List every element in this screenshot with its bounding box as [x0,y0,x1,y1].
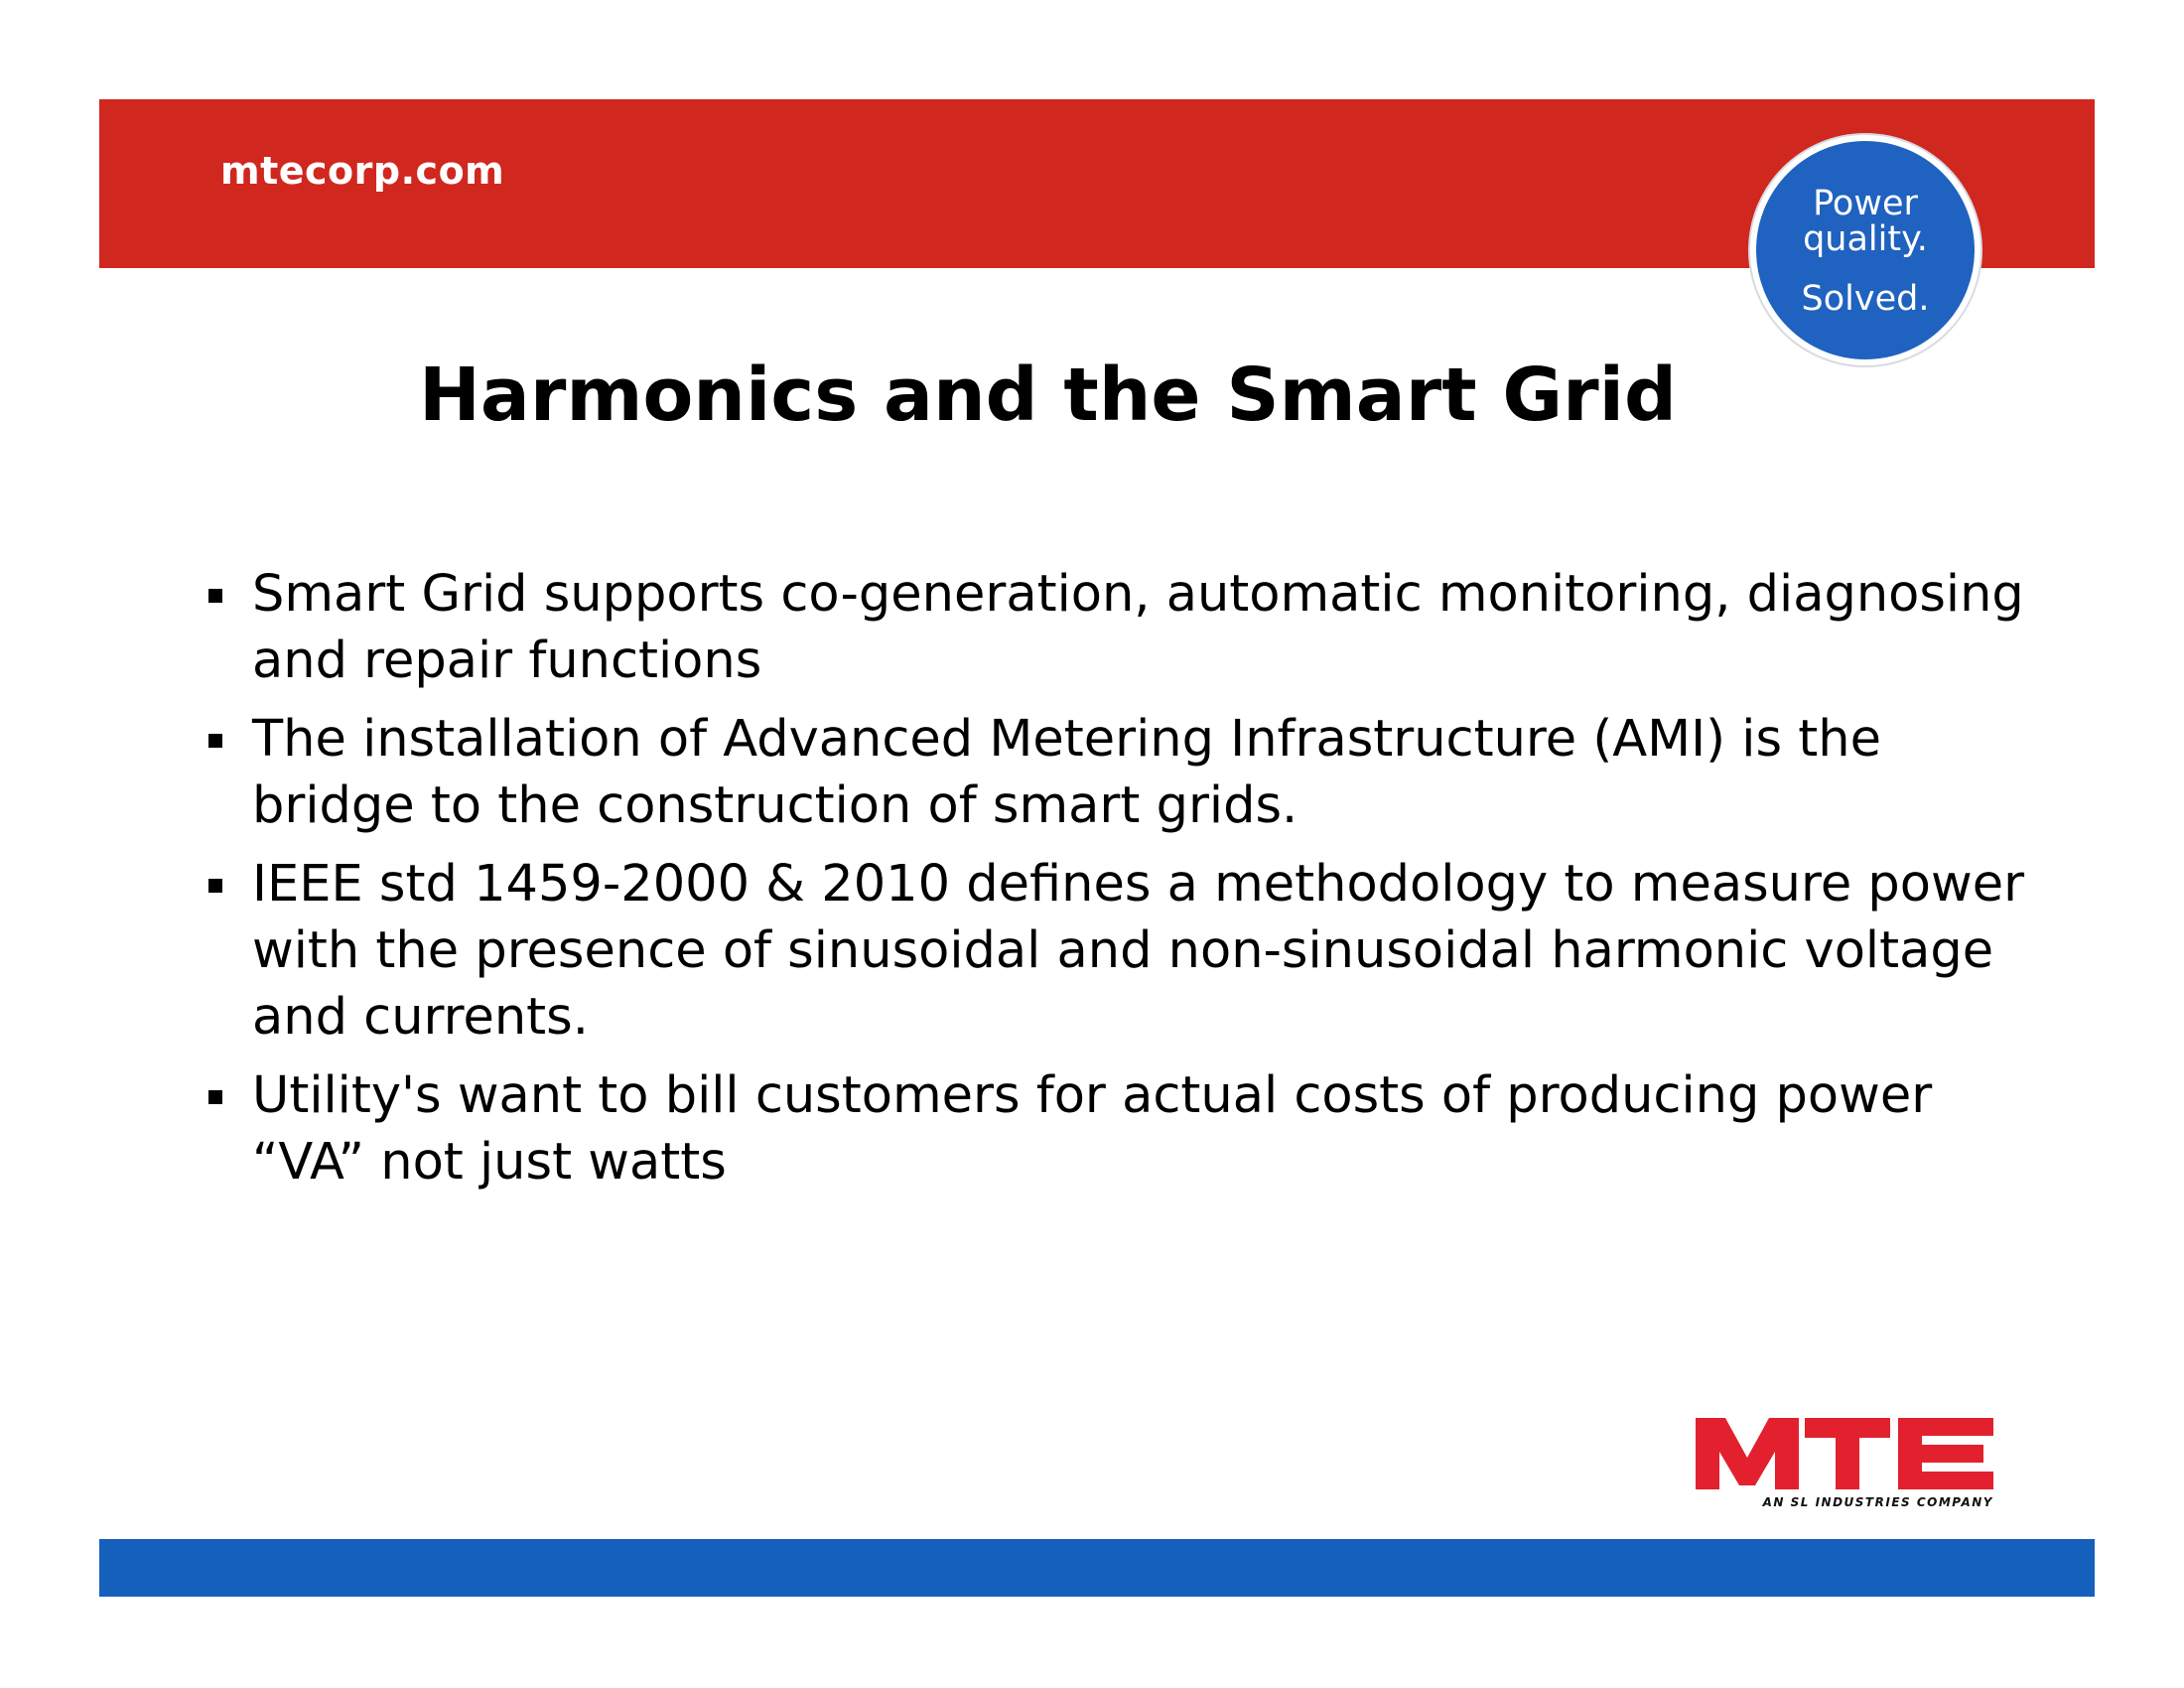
slide-title: Harmonics and the Smart Grid [419,352,1677,438]
mte-logo-mark [1696,1414,1993,1489]
bullet-square-icon [208,589,222,603]
footer-blue-band [99,1539,2095,1597]
bullet-text: Utility's want to bill customers for actual costs of producing power “VA” not just watts [252,1066,1933,1192]
bullet-text: IEEE std 1459-2000 & 2010 defines a methodology to measure power with the presence of sinusoidal and non-sinusoidal harmonic voltage and currents. [252,855,2025,1047]
badge-line-3: Solved. [1801,279,1930,319]
bullet-item [208,1062,2025,1196]
bullet-square-icon [208,1090,222,1104]
badge-line-1: Power [1813,184,1918,223]
website-url: mtecorp.com [220,149,505,193]
power-quality-badge [1750,135,1980,365]
mte-logo [1696,1414,1993,1513]
logo-tagline: AN SL INDUSTRIES COMPANY [1762,1495,1993,1509]
bullet-square-icon [208,734,222,748]
bullet-item [208,561,2025,694]
badge-line-2: quality. [1803,219,1928,259]
bullet-list [208,561,2025,1207]
bullet-item [208,851,2025,1051]
bullet-item [208,706,2025,839]
bullet-square-icon [208,879,222,893]
bullet-text: The installation of Advanced Metering Infrastructure (AMI) is the bridge to the construction of smart grids. [252,710,1881,835]
bullet-text: Smart Grid supports co-generation, automatic monitoring, diagnosing and repair functions [252,565,2024,690]
